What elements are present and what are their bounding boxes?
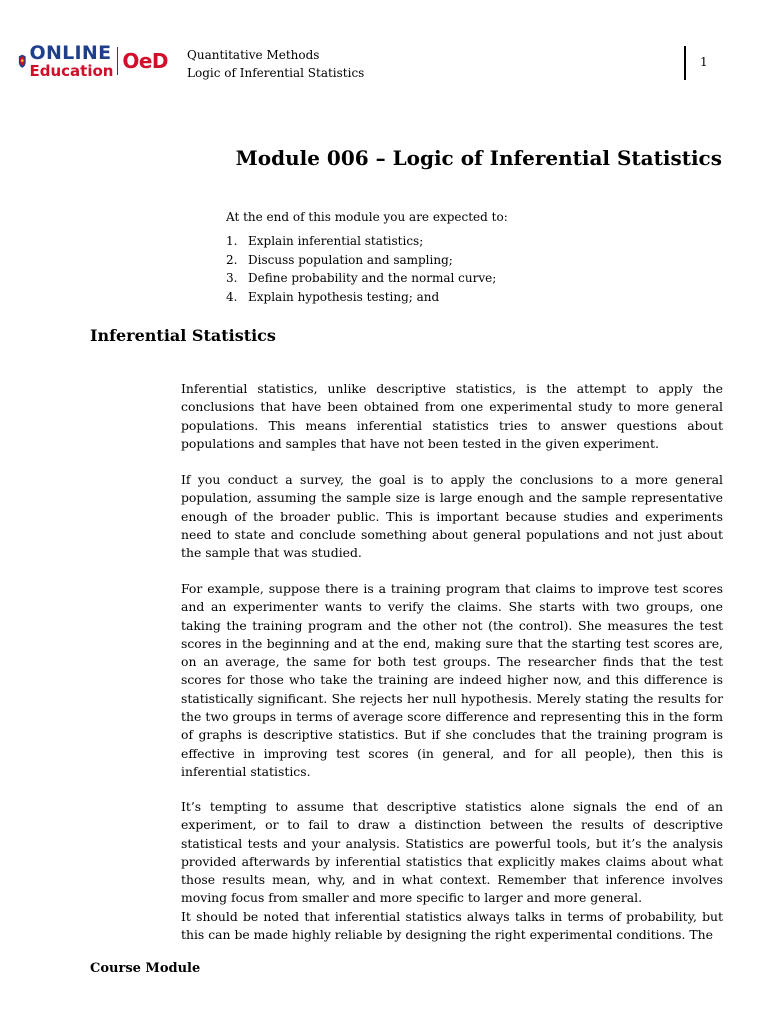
paragraph: It should be noted that inferential statistics always talks in terms of probability, but this can be made highly reliable by designing the right experimental conditions. The	[181, 908, 723, 943]
header-subtitle: Logic of Inferential Statistics	[187, 66, 365, 80]
logo-online-text: ONLINE	[29, 41, 112, 64]
logo-wordmark	[29, 41, 114, 80]
header-text	[187, 46, 364, 82]
page-title: Module 006 – Logic of Inferential Statistics	[235, 146, 722, 170]
header-course: Quantitative Methods	[187, 48, 320, 62]
logo	[18, 40, 168, 82]
header-divider	[684, 46, 686, 80]
list-item-number: 3.	[226, 271, 238, 285]
list-item	[226, 288, 496, 307]
logo-education-text: Education	[29, 61, 114, 80]
list-item-text: Explain hypothesis testing; and	[248, 289, 440, 304]
objectives-intro: At the end of this module you are expected to:	[226, 210, 508, 224]
list-item-number: 1.	[226, 234, 238, 248]
logo-oed-text: OeD	[122, 49, 168, 73]
objectives-list	[226, 232, 496, 306]
list-item	[226, 232, 496, 251]
list-item	[226, 269, 496, 288]
paragraph: If you conduct a survey, the goal is to apply the conclusions to a more general population, assuming the sample size is large enough and the sample representative enough of the broader public. This is important because studies and experiments need to state and conclude something about general populations and not just about the sample that was studied.	[181, 472, 723, 561]
list-item	[226, 251, 496, 270]
list-item-number: 4.	[226, 289, 238, 304]
list-item-text: Explain inferential statistics;	[248, 234, 424, 248]
shield-logo-icon	[18, 44, 27, 78]
list-item-number: 2.	[226, 252, 238, 267]
paragraph-group	[181, 798, 723, 944]
paragraph: For example, suppose there is a training program that claims to improve test scores and an experimenter wants to verify the claims. She starts with two groups, one taking the training program and the other not (the control). She measures the test scores in the beginning and at the end, making sure that the starting test scores are, on an average, the same for both test groups. The researcher finds that the test scores for those who take the training are indeed higher now, and this difference is statistically significant. She rejects her null hypothesis. Merely stating the results for the two groups in terms of average score difference and representing this in the form of graphs is descriptive statistics. But if she concludes that the training program is effective in improving test scores (in general, and for all people), then this is inferential statistics.	[181, 581, 723, 779]
list-item-text: Define probability and the normal curve;	[248, 271, 497, 285]
paragraph: Inferential statistics, unlike descriptive statistics, is the attempt to apply the conclusions that have been obtained from one experimental study to more general populations. This means inferential statistics tries to answer questions about populations and samples that have not been tested in the given experiment.	[181, 381, 723, 451]
section-heading: Inferential Statistics	[90, 326, 276, 345]
footer-label: Course Module	[90, 961, 201, 976]
paragraph: It’s tempting to assume that descriptive statistics alone signals the end of an experiment, or to fail to draw a distinction between the results of descriptive statistical tests and your analysis. Statistics are powerful tools, but it’s the analysis provided afterwards by inferential statistics that explicitly makes claims about what those results mean, why, and in what context. Remember that inference involves moving focus from smaller and more specific to larger and more general.	[181, 799, 723, 906]
list-item-text: Discuss population and sampling;	[248, 252, 453, 267]
logo-divider	[117, 47, 118, 75]
page-number: 1	[700, 55, 708, 69]
